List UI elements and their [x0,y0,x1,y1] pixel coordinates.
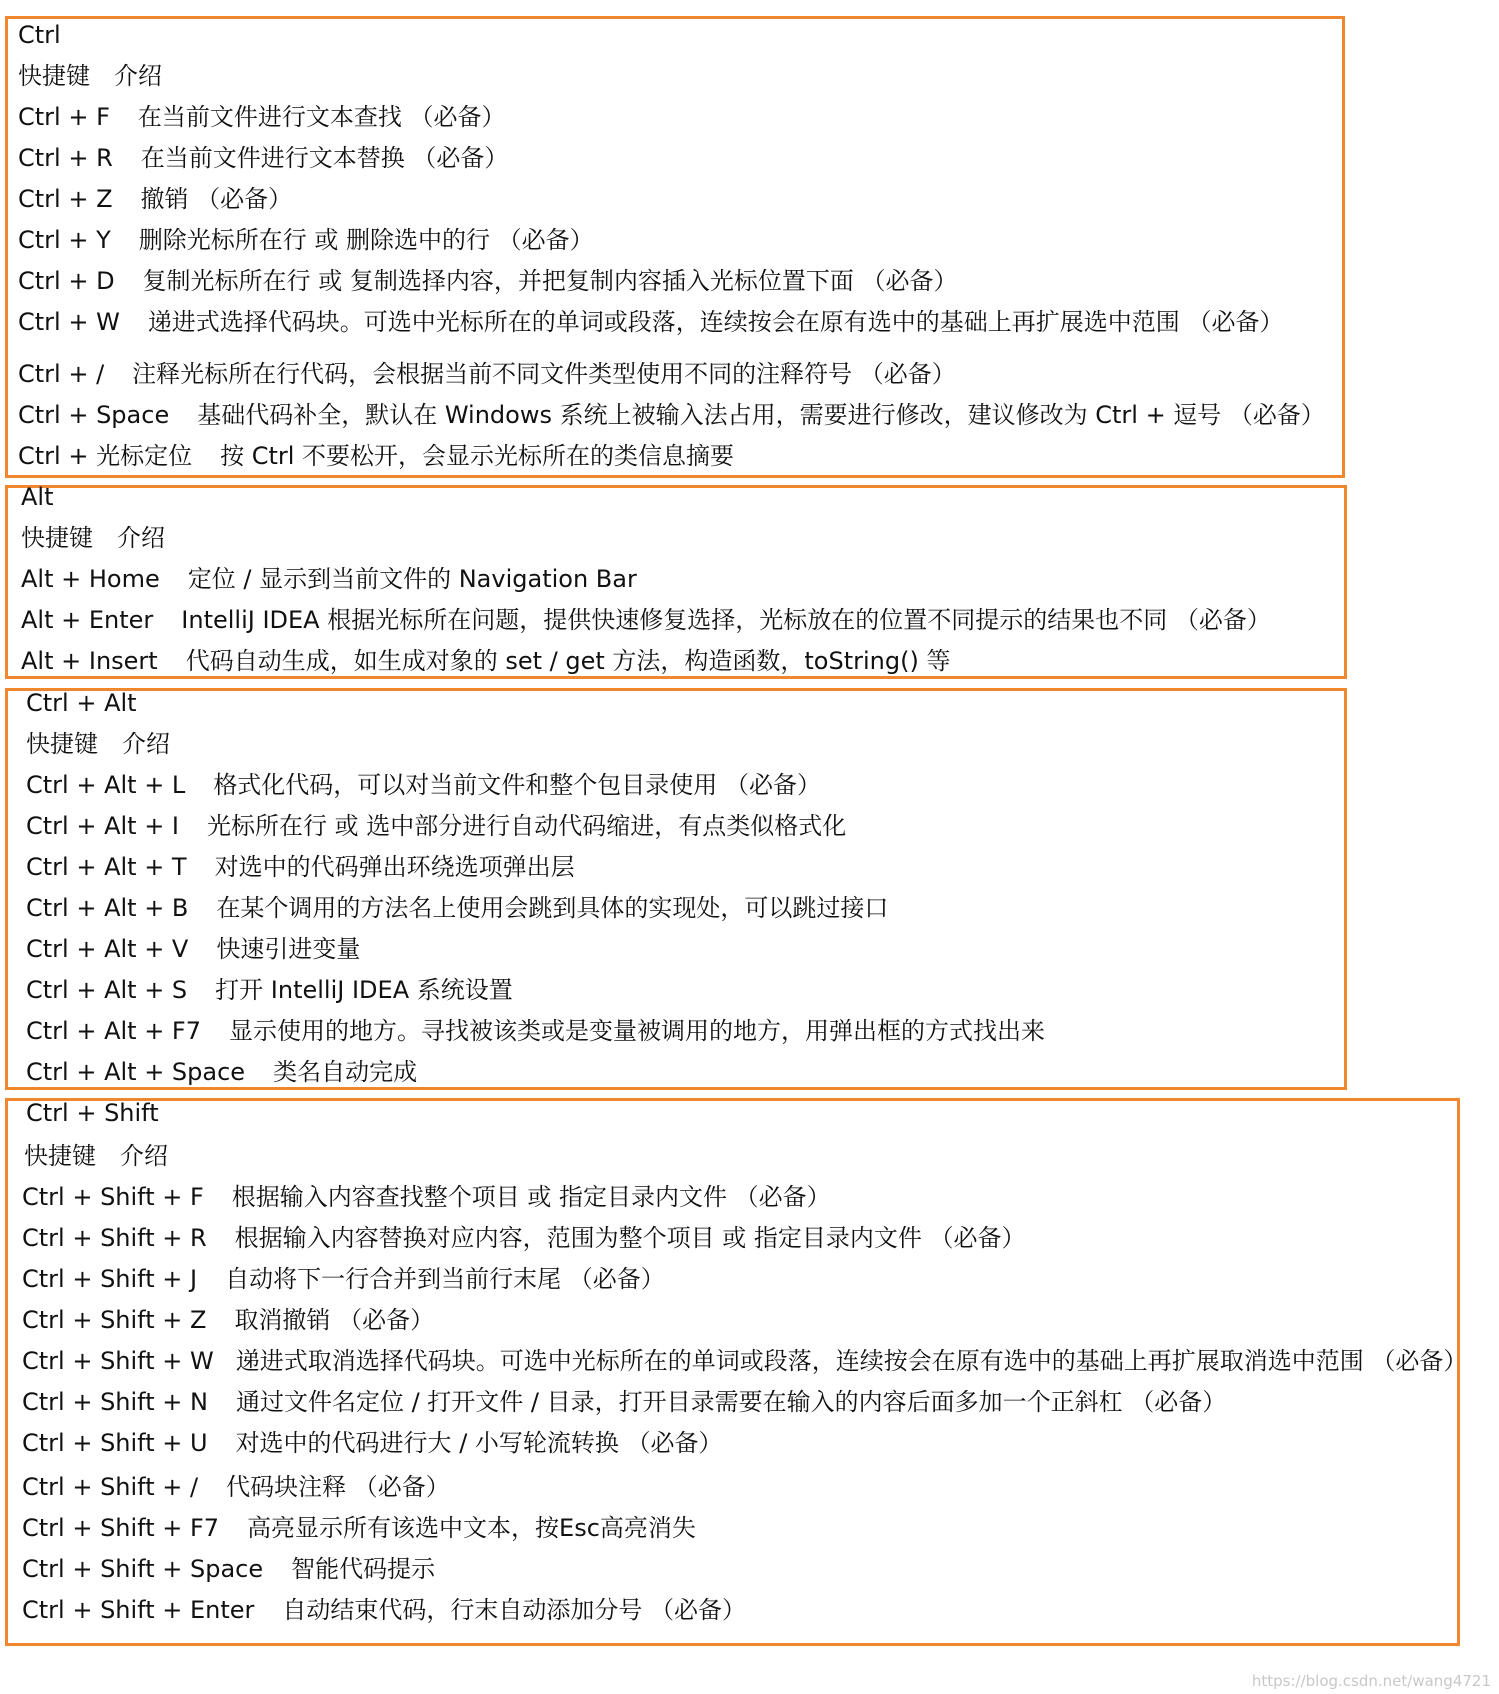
row-key: Ctrl + Y [18,226,111,254]
row-key: Ctrl + Shift + U [22,1429,208,1457]
table-row [18,225,594,255]
table-row [26,975,513,1005]
row-key: Ctrl + / [18,360,105,388]
row-key: Ctrl + Z [18,185,113,213]
table-row [18,143,508,173]
header-key: 快捷键 [18,62,90,90]
row-desc: 取消撤销 （必备） [234,1306,435,1334]
row-desc: 光标所在行 或 选中部分进行自动代码缩进，有点类似格式化 [207,812,847,840]
header-key: 快捷键 [26,730,98,758]
row-key: Ctrl + Shift + Space [22,1555,264,1583]
watermark: https://blog.csdn.net/wang4721 [1251,1672,1491,1690]
row-desc: 类名自动完成 [273,1058,418,1086]
row-desc: 递进式取消选择代码块。可选中光标所在的单词或段落，连续按会在原有选中的基础上再扩展取消选中范围 （必备） [235,1347,1468,1375]
row-key: Ctrl + Alt + Space [26,1058,246,1086]
table-row [26,770,821,800]
row-key: Ctrl + Shift + Z [22,1306,207,1334]
row-desc: 显示使用的地方。寻找被该类或是变量被调用的地方，用弹出框的方式找出来 [229,1017,1046,1045]
row-key: Ctrl + Shift + / [22,1473,199,1501]
table-row [18,307,1283,337]
table-row [26,811,846,841]
row-desc: 在当前文件进行文本查找 （必备） [137,103,506,131]
row-key: Ctrl + Alt + I [26,812,180,840]
row-key: Ctrl + Shift + F [22,1183,204,1211]
table-row [21,564,637,594]
row-desc: 按 Ctrl 不要松开，会显示光标所在的类信息摘要 [220,442,735,470]
table-row [26,934,360,964]
row-desc: 智能代码提示 [291,1555,436,1583]
table-row [18,266,957,296]
row-desc: 复制光标所在行 或 复制选择内容，并把复制内容插入光标位置下面 （必备） [142,267,958,295]
row-desc: 根据输入内容查找整个项目 或 指定目录内文件 （必备） [231,1183,831,1211]
row-desc: 在某个调用的方法名上使用会跳到具体的实现处，可以跳过接口 [216,894,889,922]
section-title: Ctrl [18,21,61,49]
table-row [21,646,950,676]
row-key: Ctrl + Alt + S [26,976,188,1004]
header-desc: 介绍 [120,1142,168,1170]
row-key: Alt + Home [21,565,160,593]
row-key: Ctrl + Alt + T [26,853,187,881]
table-row [22,1387,1226,1417]
row-desc: 代码自动生成，如生成对象的 set / get 方法，构造函数，toString() 等 [185,647,951,675]
row-key: Ctrl + Alt + B [26,894,189,922]
table-row [22,1428,723,1458]
row-desc: 在当前文件进行文本替换 （必备） [140,144,509,172]
row-key: Ctrl + Shift + R [22,1224,207,1252]
table-row [22,1513,696,1543]
row-key: Ctrl + D [18,267,115,295]
section-title: Alt [21,483,54,511]
table-row [26,1057,417,1087]
row-key: Ctrl + Shift + F7 [22,1514,220,1542]
table-row [22,1223,1026,1253]
table-header [18,61,162,91]
row-desc: 自动将下一行合并到当前行末尾 （必备） [225,1265,665,1293]
table-header [21,523,165,553]
row-key: Alt + Insert [21,647,158,675]
table-row [18,359,956,389]
table-row [18,102,506,132]
row-key: Ctrl + Space [18,401,170,429]
row-desc: 高亮显示所有该选中文本，按Esc高亮消失 [247,1514,696,1542]
header-desc: 介绍 [114,62,162,90]
row-key: Ctrl + Alt + V [26,935,189,963]
table-row [18,441,734,471]
table-header [24,1141,168,1171]
table-row [18,184,292,214]
row-desc: 快速引进变量 [216,935,361,963]
row-key: Alt + Enter [21,606,154,634]
table-row [22,1346,1467,1376]
table-row [22,1264,665,1294]
table-header [26,729,170,759]
row-desc: 撤销 （必备） [140,185,293,213]
row-desc: 定位 / 显示到当前文件的 Navigation Bar [187,565,637,593]
row-key: Ctrl + F [18,103,110,131]
row-desc: 代码块注释 （必备） [226,1473,450,1501]
row-desc: 自动结束代码，行末自动添加分号 （必备） [282,1596,747,1624]
header-key: 快捷键 [24,1142,96,1170]
row-key: Ctrl + Shift + Enter [22,1596,255,1624]
row-desc: 对选中的代码弹出环绕选项弹出层 [214,853,575,881]
header-desc: 介绍 [117,524,165,552]
row-key: Ctrl + 光标定位 [18,442,193,470]
table-row [26,893,888,923]
table-row [26,852,575,882]
row-desc: 基础代码补全，默认在 Windows 系统上被输入法占用，需要进行修改，建议修改为 Ctrl + 逗号 （必备） [197,401,1325,429]
row-key: Ctrl + Alt + L [26,771,186,799]
row-desc: 打开 IntelliJ IDEA 系统设置 [215,976,513,1004]
row-key: Ctrl + Shift + J [22,1265,198,1293]
row-desc: 注释光标所在行代码，会根据当前不同文件类型使用不同的注释符号 （必备） [132,360,956,388]
table-row [26,1016,1045,1046]
section-title: Ctrl + Alt [26,689,137,717]
header-key: 快捷键 [21,524,93,552]
table-row [21,605,1271,635]
row-desc: 格式化代码，可以对当前文件和整个包目录使用 （必备） [213,771,821,799]
row-desc: 通过文件名定位 / 打开文件 / 目录，打开目录需要在输入的内容后面多加一个正斜杠 （必备） [235,1388,1227,1416]
row-desc: IntelliJ IDEA 根据光标所在问题，提供快速修复选择，光标放在的位置不同提示的结果也不同 （必备） [181,606,1271,634]
row-key: Ctrl + Shift + N [22,1388,208,1416]
row-desc: 对选中的代码进行大 / 小写轮流转换 （必备） [235,1429,723,1457]
table-row [22,1305,434,1335]
table-row [18,400,1325,430]
row-key: Ctrl + W [18,308,120,336]
row-key: Ctrl + Alt + F7 [26,1017,202,1045]
row-desc: 递进式选择代码块。可选中光标所在的单词或段落，连续按会在原有选中的基础上再扩展选中范围 （必备） [147,308,1284,336]
row-key: Ctrl + Shift + W [22,1347,214,1375]
row-desc: 删除光标所在行 或 删除选中的行 （必备） [138,226,594,254]
table-row [22,1472,450,1502]
section-title: Ctrl + Shift [26,1099,159,1127]
table-row [22,1554,435,1584]
header-desc: 介绍 [122,730,170,758]
table-row [22,1182,831,1212]
row-key: Ctrl + R [18,144,113,172]
row-desc: 根据输入内容替换对应内容，范围为整个项目 或 指定目录内文件 （必备） [234,1224,1026,1252]
table-row [22,1595,746,1625]
